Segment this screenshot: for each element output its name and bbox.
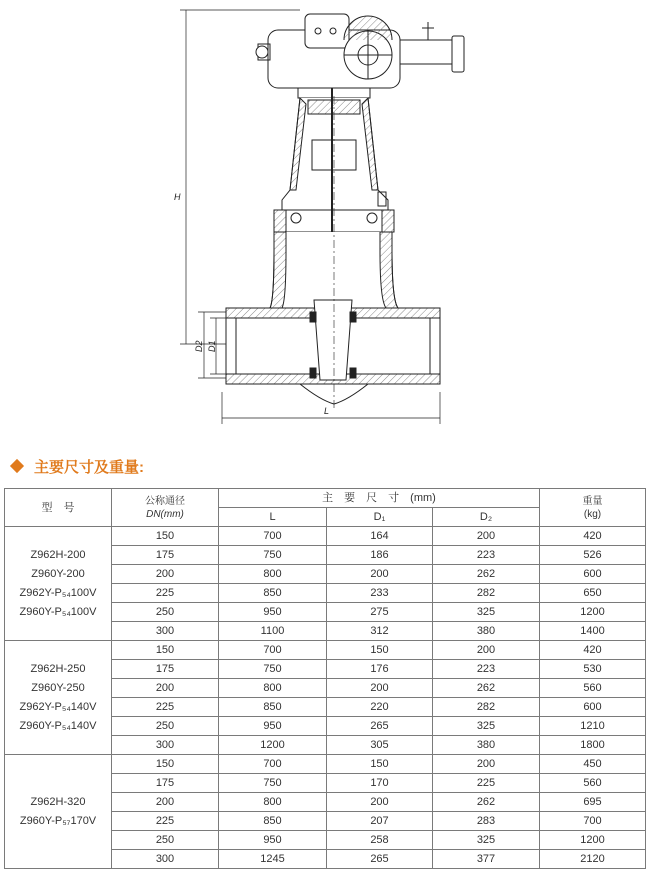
model-name: Z960Y-200: [31, 567, 85, 580]
weight-cell: 1400: [540, 622, 646, 641]
section-title: 主要尺寸及重量:: [34, 458, 144, 476]
d1-cell: 150: [327, 755, 433, 774]
weight-cell: 560: [540, 774, 646, 793]
weight-cell: 526: [540, 546, 646, 565]
length-cell: 850: [219, 812, 327, 831]
model-cell: [5, 527, 112, 641]
d1-cell: 305: [327, 736, 433, 755]
length-cell: 950: [219, 831, 327, 850]
dn-cell: 250: [112, 717, 219, 736]
d1-cell: 275: [327, 603, 433, 622]
dn-cell: 225: [112, 698, 219, 717]
weight-cell: 2120: [540, 850, 646, 869]
d1-cell: 200: [327, 565, 433, 584]
d1-cell: 176: [327, 660, 433, 679]
d1-cell: 150: [327, 641, 433, 660]
d2-cell: 200: [433, 527, 540, 546]
model-name: Z962H-250: [30, 662, 86, 675]
d1-cell: 200: [327, 679, 433, 698]
d2-cell: 377: [433, 850, 540, 869]
length-cell: 750: [219, 660, 327, 679]
length-cell: 800: [219, 565, 327, 584]
header-D1: D₁: [327, 508, 433, 527]
model-cell: [5, 641, 112, 755]
d2-cell: 223: [433, 546, 540, 565]
dn-cell: 200: [112, 793, 219, 812]
d2-cell: 225: [433, 774, 540, 793]
diamond-icon: [10, 459, 24, 473]
length-cell: 850: [219, 584, 327, 603]
d1-cell: 265: [327, 717, 433, 736]
model-name: Z960Y-P₅₄140V: [19, 719, 97, 732]
length-cell: 750: [219, 546, 327, 565]
length-cell: 1200: [219, 736, 327, 755]
dn-cell: 300: [112, 850, 219, 869]
d2-cell: 380: [433, 736, 540, 755]
weight-cell: 420: [540, 641, 646, 660]
dn-cell: 175: [112, 774, 219, 793]
dn-cell: 225: [112, 584, 219, 603]
model-name: Z960Y-P₅₄100V: [19, 605, 97, 618]
weight-cell: 1200: [540, 603, 646, 622]
header-weight-top: 重量: [582, 495, 603, 507]
dn-cell: 200: [112, 679, 219, 698]
dn-cell: 200: [112, 565, 219, 584]
model-name: Z960Y-250: [31, 681, 85, 694]
model-name: Z960Y-P₅₇170V: [19, 814, 97, 827]
d1-cell: 265: [327, 850, 433, 869]
d2-cell: 262: [433, 793, 540, 812]
dn-cell: 150: [112, 755, 219, 774]
weight-cell: 650: [540, 584, 646, 603]
d1-cell: 186: [327, 546, 433, 565]
weight-cell: 560: [540, 679, 646, 698]
header-dn-bottom: DN(mm): [146, 508, 184, 520]
model-name: Z962H-320: [30, 795, 86, 808]
dn-cell: 175: [112, 660, 219, 679]
d1-cell: 220: [327, 698, 433, 717]
weight-cell: 600: [540, 565, 646, 584]
length-cell: 950: [219, 717, 327, 736]
table-row: [5, 527, 646, 546]
weight-cell: 420: [540, 527, 646, 546]
dn-cell: 300: [112, 622, 219, 641]
length-cell: 700: [219, 755, 327, 774]
length-cell: 1245: [219, 850, 327, 869]
d1-cell: 170: [327, 774, 433, 793]
spec-table: [4, 488, 646, 869]
length-cell: 700: [219, 527, 327, 546]
dn-cell: 300: [112, 736, 219, 755]
header-weight: [540, 489, 646, 527]
length-cell: 850: [219, 698, 327, 717]
length-cell: 950: [219, 603, 327, 622]
dn-cell: 150: [112, 641, 219, 660]
model-cell: [5, 755, 112, 869]
header-L: L: [219, 508, 327, 527]
section-heading: [10, 455, 144, 477]
dn-cell: 250: [112, 831, 219, 850]
dim-label-d2: D2: [194, 340, 204, 352]
d1-cell: 312: [327, 622, 433, 641]
d2-cell: 262: [433, 565, 540, 584]
d2-cell: 200: [433, 641, 540, 660]
weight-cell: 450: [540, 755, 646, 774]
model-name: Z962H-200: [30, 548, 86, 561]
d2-cell: 200: [433, 755, 540, 774]
dim-label-d1: D1: [207, 340, 217, 352]
d1-cell: 207: [327, 812, 433, 831]
d2-cell: 283: [433, 812, 540, 831]
header-model: 型 号: [5, 489, 112, 527]
dn-cell: 225: [112, 812, 219, 831]
length-cell: 700: [219, 641, 327, 660]
dim-label-height: H: [174, 192, 181, 202]
header-main-dims: 主 要 尺 寸 (mm): [219, 489, 540, 508]
d1-cell: 200: [327, 793, 433, 812]
d2-cell: 282: [433, 698, 540, 717]
d1-cell: 233: [327, 584, 433, 603]
table-row: [5, 641, 646, 660]
length-cell: 800: [219, 679, 327, 698]
dn-cell: 150: [112, 527, 219, 546]
dn-cell: 175: [112, 546, 219, 565]
header-D2: D₂: [433, 508, 540, 527]
d1-cell: 258: [327, 831, 433, 850]
header-dn-top: 公称通径: [145, 495, 185, 507]
table-row: [5, 755, 646, 774]
d2-cell: 325: [433, 831, 540, 850]
weight-cell: 700: [540, 812, 646, 831]
d1-cell: 164: [327, 527, 433, 546]
length-cell: 750: [219, 774, 327, 793]
length-cell: 800: [219, 793, 327, 812]
dn-cell: 250: [112, 603, 219, 622]
model-name: Z962Y-P₅₄140V: [19, 700, 97, 713]
actuator-housing: [256, 14, 464, 98]
weight-cell: 530: [540, 660, 646, 679]
length-cell: 1100: [219, 622, 327, 641]
d2-cell: 262: [433, 679, 540, 698]
d2-cell: 223: [433, 660, 540, 679]
weight-cell: 1800: [540, 736, 646, 755]
valve-body: [226, 232, 440, 404]
model-name: Z962Y-P₅₄100V: [19, 586, 97, 599]
d2-cell: 325: [433, 603, 540, 622]
weight-cell: 600: [540, 698, 646, 717]
dim-label-length: L: [324, 406, 330, 416]
d2-cell: 380: [433, 622, 540, 641]
spec-table-body: [5, 527, 646, 869]
header-weight-bottom: (kg): [583, 508, 602, 520]
weight-cell: 1200: [540, 831, 646, 850]
d2-cell: 325: [433, 717, 540, 736]
weight-cell: 695: [540, 793, 646, 812]
d2-cell: 282: [433, 584, 540, 603]
header-dn: [112, 489, 219, 527]
weight-cell: 1210: [540, 717, 646, 736]
